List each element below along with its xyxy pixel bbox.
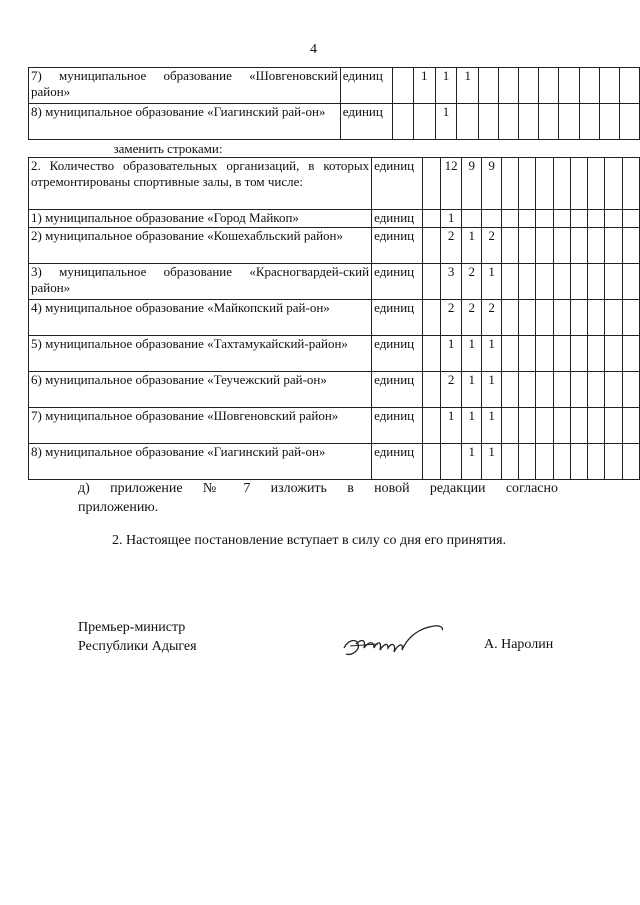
value-cell: 9 (482, 158, 502, 210)
row-unit: единиц (372, 372, 423, 408)
empty-cell (536, 408, 553, 444)
empty-cell (588, 444, 605, 480)
value-cell (482, 210, 502, 228)
empty-cell (536, 141, 553, 158)
empty-cell (479, 68, 499, 104)
empty-cell (501, 210, 518, 228)
paragraph-d-cont: приложению. (78, 500, 159, 515)
empty-cell (536, 300, 553, 336)
empty-cell (519, 300, 536, 336)
empty-cell (570, 141, 587, 158)
value-cell: 1 (457, 68, 479, 104)
row-description: 8) муниципальное образование «Гиагинский рай-он» (29, 104, 341, 140)
empty-cell (519, 158, 536, 210)
empty-cell (588, 336, 605, 372)
empty-cell (588, 141, 605, 158)
empty-cell (605, 336, 622, 372)
replace-caption-row (29, 141, 640, 158)
empty-cell (599, 68, 619, 104)
empty-cell (605, 444, 622, 480)
empty-cell (482, 141, 502, 158)
value-cell: 1 (482, 372, 502, 408)
empty-cell (622, 372, 639, 408)
empty-cell (570, 228, 587, 264)
row-unit: единиц (372, 210, 423, 228)
value-cell: 1 (462, 444, 482, 480)
table-row (29, 408, 640, 444)
value-cell (422, 228, 440, 264)
empty-cell (605, 300, 622, 336)
empty-cell (501, 141, 518, 158)
value-cell (422, 408, 440, 444)
empty-cell (588, 300, 605, 336)
value-cell: 12 (440, 158, 462, 210)
empty-cell (588, 158, 605, 210)
value-cell: 3 (440, 264, 462, 300)
paragraph-2: 2. Настоящее постановление вступает в силу со дня его принятия. (112, 533, 507, 548)
handwritten-signature (338, 618, 448, 668)
table-row (29, 264, 640, 300)
value-cell (422, 444, 440, 480)
table-row (29, 372, 640, 408)
value-cell: 1 (440, 210, 462, 228)
value-cell (392, 104, 413, 140)
table-row (29, 444, 640, 480)
row-description: 1) муниципальное образование «Город Майкоп» (29, 210, 372, 228)
row-unit: единиц (372, 228, 423, 264)
table-row (29, 104, 640, 140)
empty-cell (605, 408, 622, 444)
empty-cell (501, 158, 518, 210)
row-unit: единиц (372, 408, 423, 444)
value-cell (422, 210, 440, 228)
empty-cell (579, 68, 599, 104)
empty-cell (553, 300, 570, 336)
empty-cell (519, 372, 536, 408)
empty-cell (553, 264, 570, 300)
table-replacement (28, 141, 640, 480)
row-unit: единиц (372, 158, 423, 210)
empty-cell (559, 104, 579, 140)
empty-cell (519, 444, 536, 480)
empty-cell (519, 210, 536, 228)
empty-cell (536, 158, 553, 210)
row-description: 2. Количество образовательных организаций, в которых отремонтированы спортивные залы, в том числе: (29, 158, 372, 210)
empty-cell (479, 104, 499, 140)
empty-cell (536, 228, 553, 264)
table-row (29, 158, 640, 210)
empty-cell (553, 228, 570, 264)
empty-cell (501, 444, 518, 480)
value-cell: 2 (440, 300, 462, 336)
value-cell (413, 104, 435, 140)
replace-caption: заменить строками: (113, 141, 223, 156)
value-cell: 1 (440, 408, 462, 444)
empty-cell (622, 210, 639, 228)
empty-cell (501, 336, 518, 372)
empty-cell (570, 158, 587, 210)
table-row (29, 300, 640, 336)
value-cell: 1 (435, 68, 457, 104)
empty-cell (553, 444, 570, 480)
empty-cell (588, 408, 605, 444)
empty-cell (570, 264, 587, 300)
table-row (29, 228, 640, 264)
empty-cell (422, 141, 440, 158)
value-cell: 2 (440, 372, 462, 408)
empty-cell (499, 68, 519, 104)
empty-cell (570, 210, 587, 228)
value-cell (440, 444, 462, 480)
empty-cell (519, 408, 536, 444)
value-cell: 1 (413, 68, 435, 104)
empty-cell (501, 264, 518, 300)
row-unit: единиц (340, 104, 392, 140)
empty-cell (570, 300, 587, 336)
value-cell: 1 (462, 408, 482, 444)
empty-cell (570, 336, 587, 372)
row-unit: единиц (372, 300, 423, 336)
empty-cell (519, 228, 536, 264)
value-cell (422, 336, 440, 372)
row-description: 7) муниципальное образование «Шовгеновский район» (29, 408, 372, 444)
empty-cell (622, 300, 639, 336)
value-cell: 2 (440, 228, 462, 264)
empty-cell (536, 444, 553, 480)
empty-cell (519, 68, 539, 104)
page-number: 4 (310, 42, 317, 57)
empty-cell (570, 408, 587, 444)
empty-cell (622, 264, 639, 300)
empty-cell (501, 408, 518, 444)
value-cell: 1 (482, 444, 502, 480)
signatory-name: А. Наролин (484, 637, 554, 652)
empty-cell (519, 104, 539, 140)
empty-cell (619, 68, 639, 104)
empty-cell (588, 264, 605, 300)
value-cell (457, 104, 479, 140)
row-unit: единиц (372, 336, 423, 372)
row-unit: единиц (372, 444, 423, 480)
value-cell: 1 (482, 408, 502, 444)
empty-cell (579, 104, 599, 140)
empty-cell (619, 104, 639, 140)
value-cell (392, 68, 413, 104)
empty-cell (553, 141, 570, 158)
empty-cell (605, 228, 622, 264)
empty-cell (501, 372, 518, 408)
value-cell (422, 158, 440, 210)
empty-cell (536, 372, 553, 408)
empty-cell (372, 141, 423, 158)
value-cell: 1 (440, 336, 462, 372)
row-unit: единиц (372, 264, 423, 300)
value-cell: 2 (462, 264, 482, 300)
empty-cell (622, 158, 639, 210)
signatory-title-line2: Республики Адыгея (78, 639, 197, 654)
empty-cell (605, 141, 622, 158)
empty-cell (539, 104, 559, 140)
value-cell: 9 (462, 158, 482, 210)
empty-cell (553, 210, 570, 228)
row-description: 3) муниципальное образование «Красногвардей-ский район» (29, 264, 372, 300)
value-cell: 1 (482, 336, 502, 372)
value-cell (422, 264, 440, 300)
row-description: 5) муниципальное образование «Тахтамукайский-район» (29, 336, 372, 372)
row-description: 2) муниципальное образование «Кошехабльский район» (29, 228, 372, 264)
empty-cell (519, 264, 536, 300)
value-cell (422, 300, 440, 336)
row-unit: единиц (340, 68, 392, 104)
table-row (29, 336, 640, 372)
empty-cell (605, 210, 622, 228)
paragraph-d: д) приложение № 7 изложить в новой редакции согласно (78, 481, 558, 496)
empty-cell (570, 444, 587, 480)
row-description: 4) муниципальное образование «Майкопский рай-он» (29, 300, 372, 336)
value-cell (462, 210, 482, 228)
value-cell: 1 (462, 372, 482, 408)
empty-cell (462, 141, 482, 158)
empty-cell (536, 336, 553, 372)
empty-cell (605, 158, 622, 210)
empty-cell (499, 104, 519, 140)
empty-cell (588, 210, 605, 228)
table-row (29, 210, 640, 228)
empty-cell (553, 372, 570, 408)
empty-cell (622, 408, 639, 444)
row-description: 7) муниципальное образование «Шовгеновский район» (29, 68, 341, 104)
empty-cell (622, 336, 639, 372)
empty-cell (622, 444, 639, 480)
value-cell: 2 (482, 300, 502, 336)
row-description: 8) муниципальное образование «Гиагинский рай-он» (29, 444, 372, 480)
value-cell (422, 372, 440, 408)
empty-cell (599, 104, 619, 140)
empty-cell (588, 228, 605, 264)
row-description: 6) муниципальное образование «Теучежский рай-он» (29, 372, 372, 408)
empty-cell (501, 300, 518, 336)
empty-cell (501, 228, 518, 264)
signatory-title (78, 618, 197, 656)
empty-cell (553, 336, 570, 372)
empty-cell (559, 68, 579, 104)
value-cell: 1 (435, 104, 457, 140)
value-cell: 2 (462, 300, 482, 336)
empty-cell (519, 336, 536, 372)
value-cell: 1 (462, 228, 482, 264)
value-cell: 2 (482, 228, 502, 264)
value-cell: 1 (482, 264, 502, 300)
empty-cell (440, 141, 462, 158)
empty-cell (605, 372, 622, 408)
table-top (28, 67, 640, 140)
signatory-title-line1: Премьер-министр (78, 620, 186, 635)
empty-cell (553, 408, 570, 444)
empty-cell (539, 68, 559, 104)
empty-cell (588, 372, 605, 408)
empty-cell (536, 210, 553, 228)
empty-cell (553, 158, 570, 210)
empty-cell (570, 372, 587, 408)
empty-cell (622, 228, 639, 264)
empty-cell (536, 264, 553, 300)
empty-cell (605, 264, 622, 300)
value-cell: 1 (462, 336, 482, 372)
empty-cell (519, 141, 536, 158)
table-row (29, 68, 640, 104)
